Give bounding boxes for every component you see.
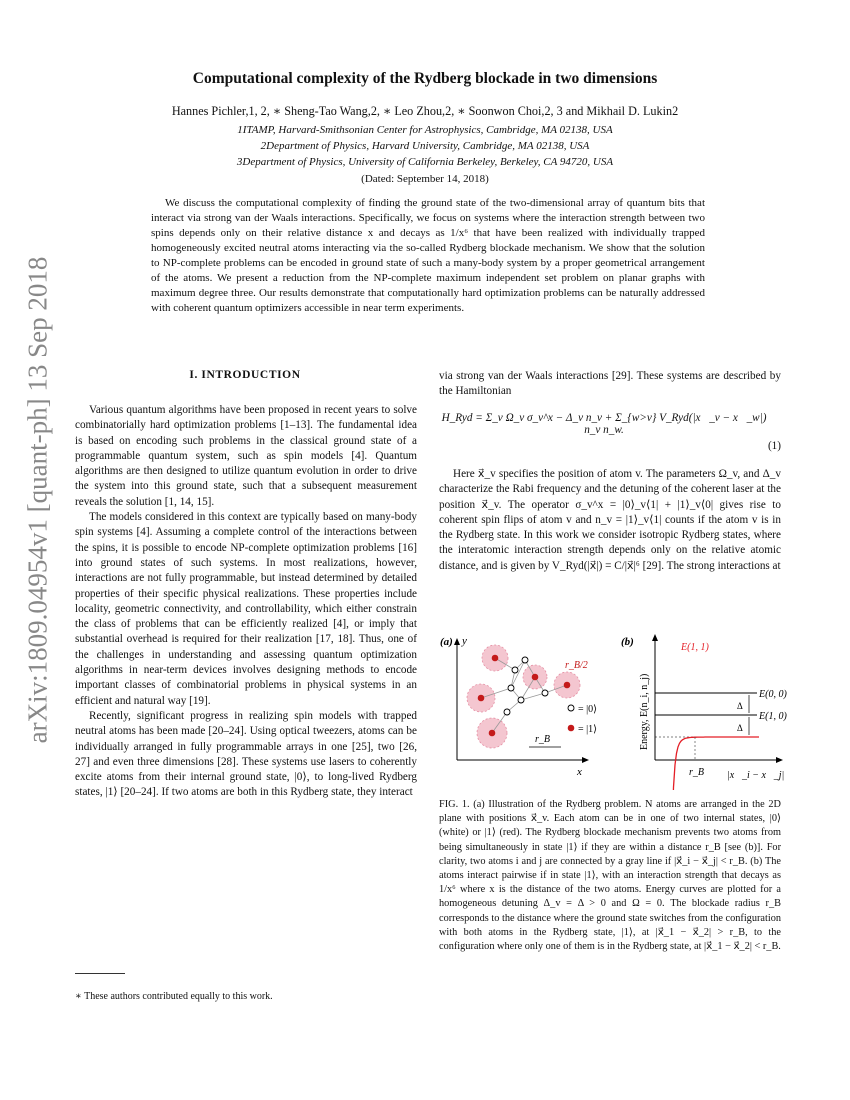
atom-ground <box>542 690 548 696</box>
arxiv-id: arXiv:1809.04954v1 [quant-ph] 13 Sep 2018 <box>22 256 53 744</box>
abstract: We discuss the computational complexity of finding the ground state of the two-dimensional array of quantum bits that interact via strong van der Waals interactions. Specifically, we focus on systems where the interaction strength between two spins depends only on their relative distance x and decays as 1/x⁶ that have been realized with individually trapped homogeneously excited neutral atoms interacting via the so-called Rydberg blockade mechanism. We show that the solution to NP-complete problems can be encoded in ground state of such a many-body system by a proper geometrical arrangement of the atoms. We present a reduction from the NP-complete maximum independent set problem on planar graphs with maximum degree three. Our results demonstrate that computationally hard optimization problems can be naturally addressed with coherent quantum optimizers accessible in near term experiments. <box>151 197 705 314</box>
legend-rydberg-label: = |1⟩ <box>578 724 598 735</box>
author-list: Hannes Pichler,1, 2, ∗ Sheng-Tao Wang,2, ∗ Leo Zhou,2, ∗ Soonwon Choi,2, 3 and Mikhail D. Lukin2 <box>171 104 679 118</box>
panel-b-x-label: |x⃗_i − x⃗_j| <box>727 770 785 781</box>
panel-b-label: (b) <box>621 636 634 648</box>
panel-a-y-label: y <box>462 635 467 647</box>
rb-label: r_B <box>689 767 704 778</box>
distance-label: r_B <box>535 734 550 745</box>
paragraph: via strong van der Waals interactions [29]. These systems are described by the Hamiltonian <box>439 370 781 398</box>
section-heading: I. INTRODUCTION <box>189 369 301 381</box>
atom-ground <box>504 709 510 715</box>
paper-title: Computational complexity of the Rydberg blockade in two dimensions <box>192 70 658 87</box>
legend-ground-label: = |0⟩ <box>578 704 598 715</box>
atom-rydberg <box>489 730 496 737</box>
paragraph: Various quantum algorithms have been proposed in recent years to solve combinatorially hard optimization problems [1–13]. The fundamental idea is based on encoding such problems in the classical ground state of a programmable quantum system, such as spin models [4]. Quantum algorithms are then designed to utilize quantum evolution in order to drive the system into this ground state, such that a subsequent measurement reveals the solution [1, 14, 15]. <box>75 404 417 508</box>
date-line: (Dated: September 14, 2018) <box>361 173 489 185</box>
footnote-rule <box>75 973 125 974</box>
equation-number: (1) <box>767 440 781 452</box>
paragraph: The models considered in this context are typically based on many-body spin systems [4]. Assuming a complete control of the interactions between the spins, it is possible to encode NP-complete optimization problems [16] into ground states of such systems. In most realizations, however, interactions are not fully programmable, but instead determined by detailed properties of their specific physical realizations. These properties include locality, geometric connectivity, and controllability, which either constrain the class of problems that can be efficiently realized [4], or imply that substantial overhead is required for their realization [17, 18]. Thus, one of the challenges in understanding and assessing quantum optimization algorithms in near-term devices involves designing methods to encode important classes of combinatorial problems in physical systems in an efficient and natural way [19]. <box>75 511 417 707</box>
delta-label-bottom: Δ <box>737 723 743 733</box>
affiliation-1: 1ITAMP, Harvard-Smithsonian Center for Astrophysics, Cambridge, MA 02138, USA <box>237 124 613 136</box>
figure-1 <box>437 630 787 790</box>
e11-curve <box>669 737 759 790</box>
atom-rydberg <box>564 682 571 689</box>
legend-rydberg-marker <box>568 725 575 732</box>
paragraph: Recently, significant progress in realizing spin models with trapped neutral atoms has been made [20–24]. Using optical tweezers, atoms can be individually arranged in fully programmable arrays in one [25], two [26, 27] and even three dimensions [28]. These systems use lasers to coherently excite atoms from their internal ground state, |0⟩, to long-lived Rydberg states, |1⟩ [20–24]. If two atoms are both in this Rydberg state, they interact <box>75 709 417 799</box>
right-column-body <box>439 467 781 574</box>
affiliation-3: 3Department of Physics, University of California Berkeley, Berkeley, CA 94720, USA <box>236 156 614 168</box>
atom-ground <box>508 685 514 691</box>
legend-ground-marker <box>568 705 574 711</box>
panel-a-label: (a) <box>440 636 453 648</box>
hamiltonian-equation <box>439 408 781 452</box>
panel-b-y-label: Energy, E(n_i, n_j) <box>639 673 650 750</box>
panel-a-x-label: x <box>577 766 582 778</box>
atom-ground <box>518 697 524 703</box>
radius-label: r_B/2 <box>565 660 588 671</box>
footnote: ∗ These authors contributed equally to this work. <box>75 991 273 1002</box>
level-e10-label: E(1, 0) <box>759 711 787 722</box>
paragraph: Here x⃗_v specifies the position of atom v. The parameters Ω_v, and Δ_v characterize the Rabi frequency and the detuning of the coherent laser at the position x⃗_v. The operator σ_v^x = |0⟩_v⟨1| + |1⟩_v⟨0| gives rise to coherent spin flips of atom v and n_v = |1⟩_v⟨1| counts if the atom v is in the Rydberg state. In this work we consider isotropic Rydberg states, where the interatomic interaction strength depends only on the relative atomic distance, and is given by V_Ryd(|x⃗|) = C/|x⃗|⁶ [29]. The strong interactions at <box>439 468 781 572</box>
delta-label-top: Δ <box>737 701 743 711</box>
arxiv-sidebar-stamp <box>8 256 68 744</box>
atom-rydberg <box>532 674 539 681</box>
curve-label: E(1, 1) <box>681 642 709 653</box>
atom-ground <box>512 667 518 673</box>
atom-ground <box>522 657 528 663</box>
atom-rydberg <box>478 695 485 702</box>
equation-body: H_Ryd = Σ_v Ω_v σ_v^x − Δ_v n_v + Σ_{w>v} V_Ryd(|x⃗_v − x⃗_w|) n_v n_w. <box>441 412 767 436</box>
right-column-intro <box>439 369 781 400</box>
left-column <box>75 403 417 801</box>
level-e00-label: E(0, 0) <box>759 689 787 700</box>
affiliation-2: 2Department of Physics, Harvard University, Cambridge, MA 02138, USA <box>260 140 590 152</box>
figure-caption: FIG. 1. (a) Illustration of the Rydberg problem. N atoms are arranged in the 2D plane with positions x⃗_v. Each atom can be in one of two internal states, |0⟩ (white) or |1⟩ (red). The Rydberg blockade mechanism prevents two atoms from being simultaneously in state |1⟩ if they are within a distance r_B [see (b)]. For clarity, two atoms i and j are connected by a gray line if |x⃗_i − x⃗_j| < r_B. (b) The atoms interact pairwise if in state |1⟩, with an interaction strength that decays as 1/x⁶ where x is the distance of the two atoms. Energy curves are plotted for a homogeneous detuning Δ_v = Δ > 0 and Ω = 0. The blockade radius r_B corresponds to the distance where the ground state switches from the configuration with both atoms in the Rydberg state, |1⟩, at |x⃗_1 − x⃗_2| > r_B, to the configuration where only one of them is in the Rydberg state, at |x⃗_1 − x⃗_2| < r_B. <box>439 799 781 953</box>
atom-rydberg <box>492 655 499 662</box>
figure-1-graphic <box>437 630 787 790</box>
